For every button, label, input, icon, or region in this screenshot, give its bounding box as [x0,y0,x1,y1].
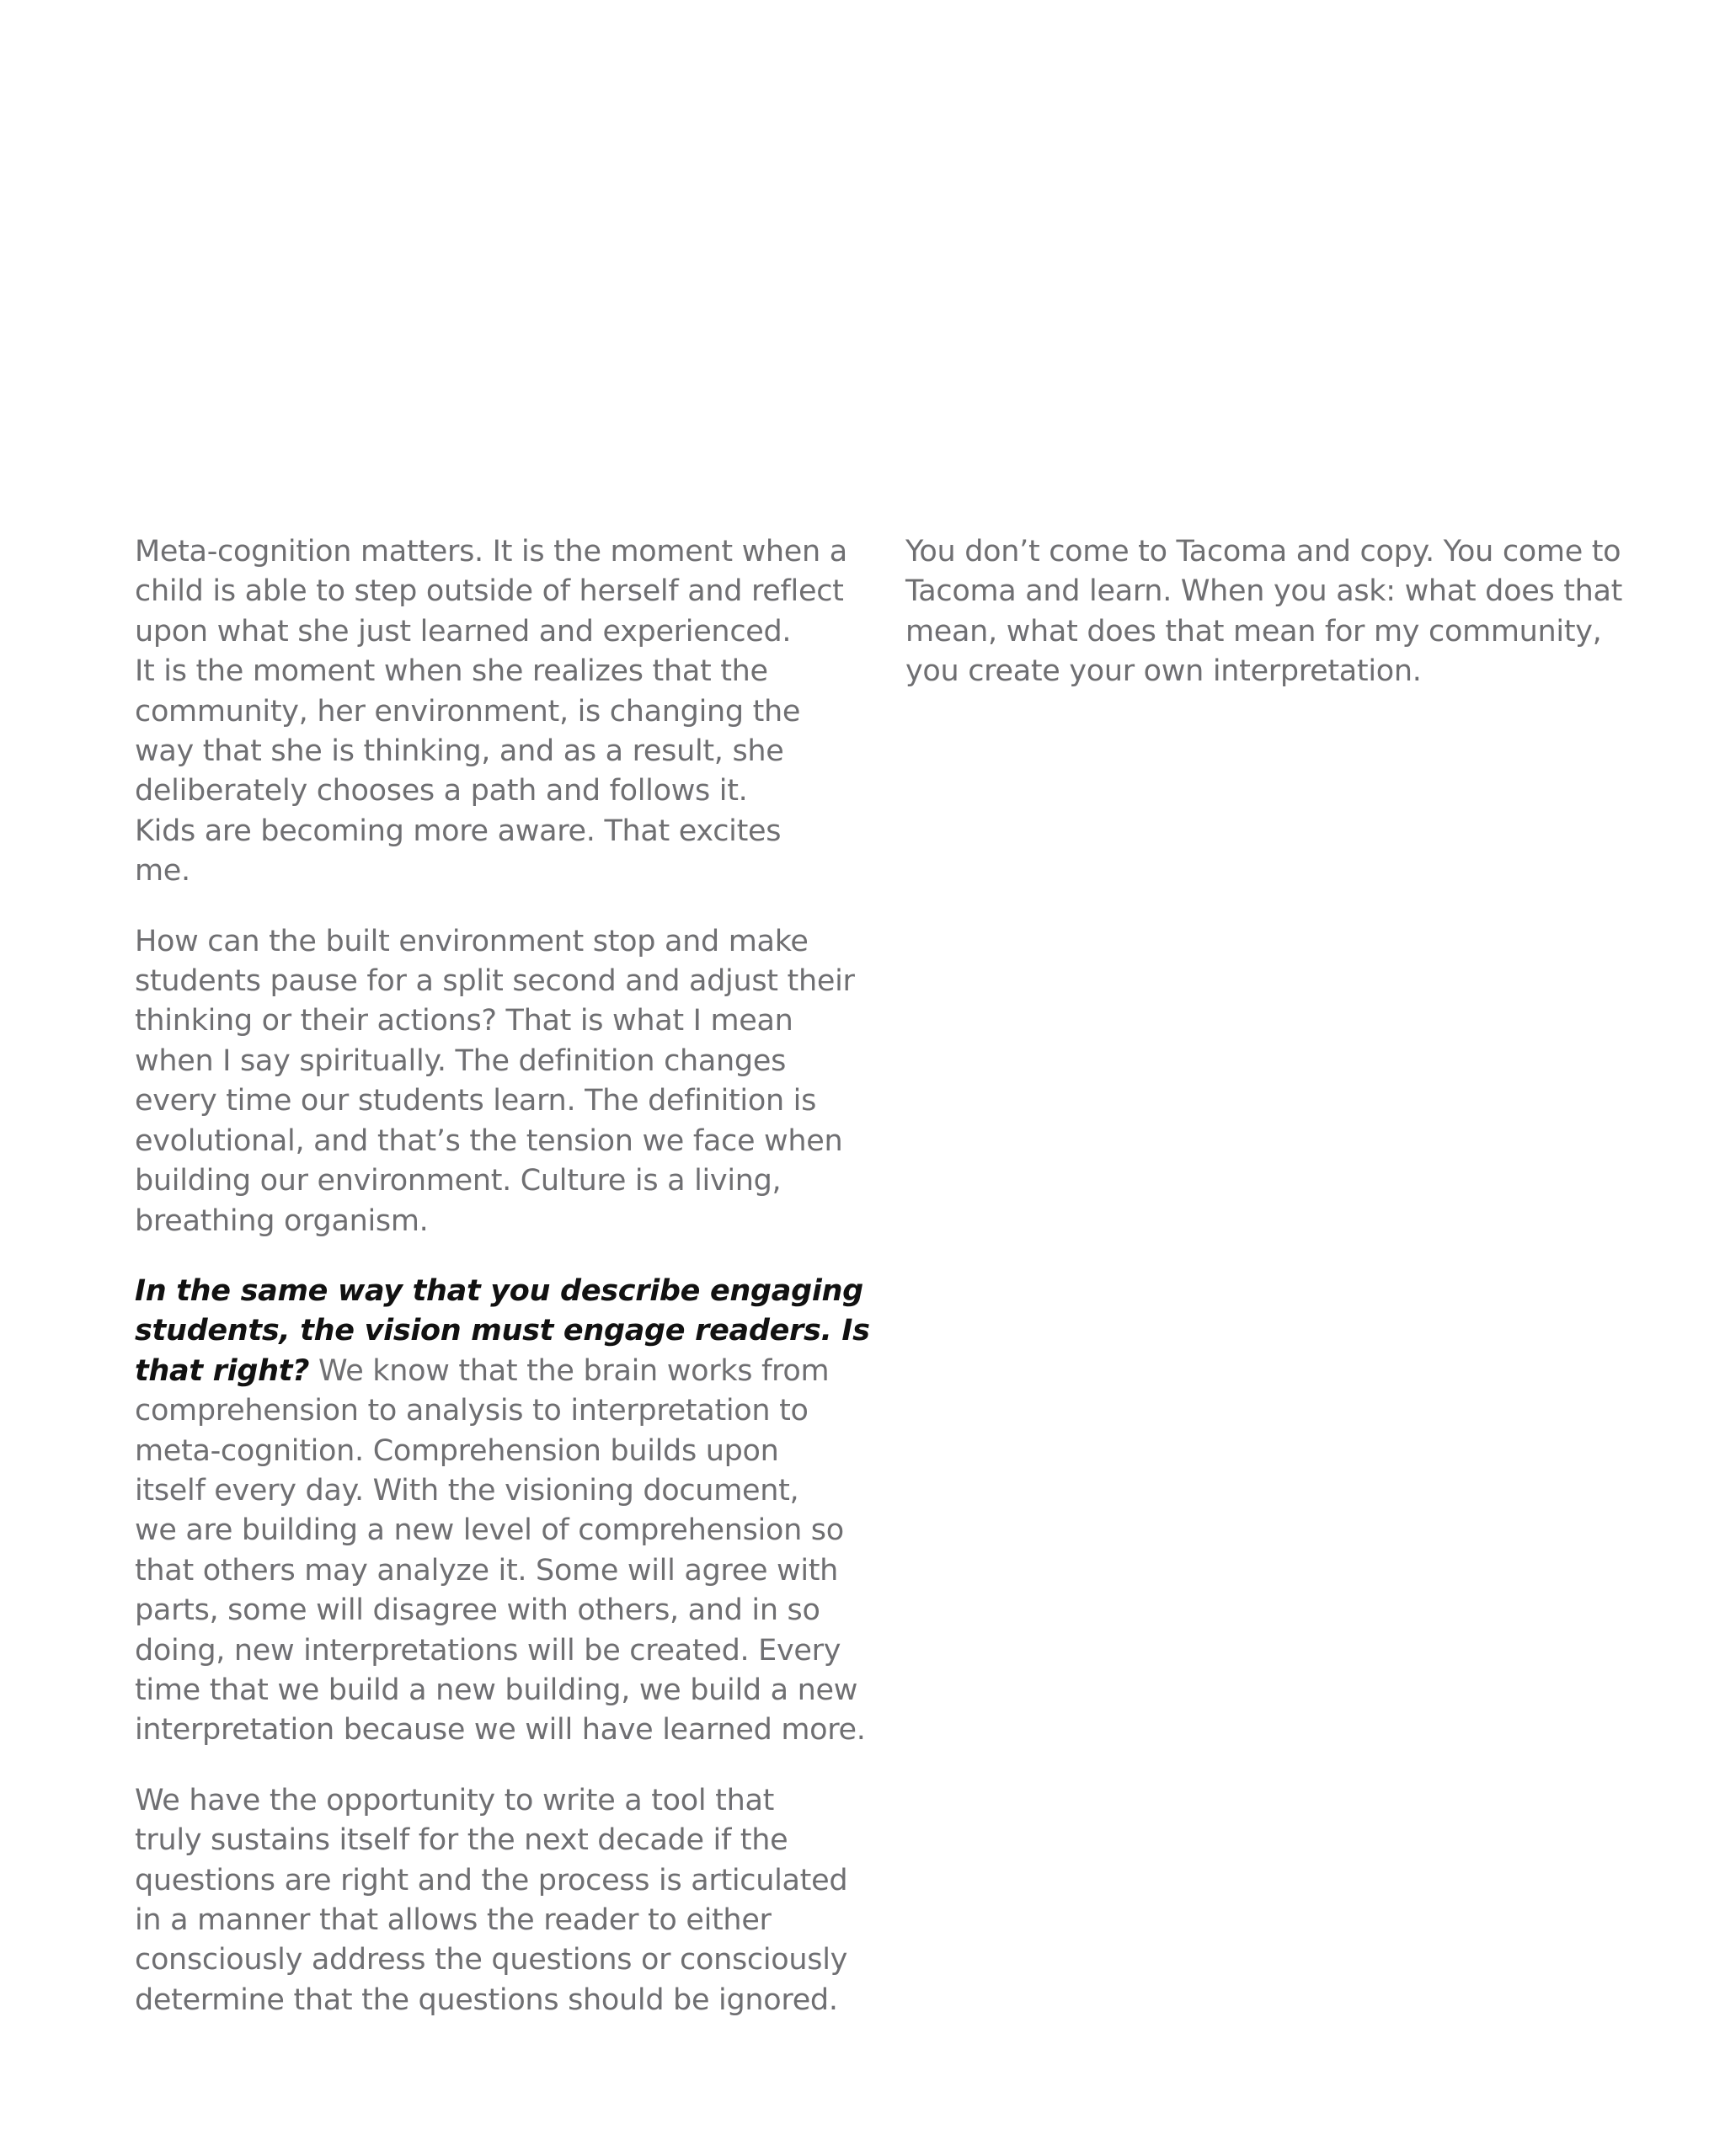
paragraph-opportunity [135,1781,893,2020]
text-line: Kids are becoming more aware. That excites [135,814,782,848]
text-line: we are building a new level of comprehension so [135,1513,844,1548]
text-line: Tacoma and learn. When you ask: what does that [905,574,1623,609]
answer-text: We know that the brain works from [309,1353,830,1388]
mixed-line [135,1352,893,1391]
question-line: In the same way that you describe engaging [135,1273,863,1308]
text-line: that others may analyze it. Some will agree with [135,1553,839,1588]
left-column [135,532,893,2051]
text-line: determine that the questions should be ignored. [135,1983,838,2017]
text-line: You don’t come to Tacoma and copy. You come to [905,535,1621,568]
text-line: breathing organism. [135,1203,429,1238]
paragraph-built-environment [135,922,893,1241]
text-line: me. [135,854,190,889]
text-line: truly sustains itself for the next decade if the [135,1823,788,1858]
question-text: that right? [135,1353,310,1388]
paragraph-meta-cognition [135,532,893,892]
paragraph-tacoma [905,532,1664,692]
text-line: every time our students learn. The definition is [135,1084,817,1118]
text-line: when I say spiritually. The definition changes [135,1043,787,1078]
text-line: We have the opportunity to write a tool that [135,1783,775,1817]
text-line: child is able to step outside of herself and reflect [135,574,844,609]
right-column [905,532,1664,723]
text-line: you create your own interpretation. [905,654,1422,689]
text-line: students pause for a split second and adjust their [135,964,855,999]
text-line: Meta-cognition matters. It is the moment when a [135,535,847,568]
text-line: in a manner that allows the reader to either [135,1903,772,1937]
text-line: interpretation because we will have learned more. [135,1713,866,1748]
text-line: upon what she just learned and experienced. [135,614,792,648]
text-line: building our environment. Culture is a living, [135,1164,782,1198]
text-line: parts, some will disagree with others, and in so [135,1593,820,1628]
text-line: It is the moment when she realizes that the [135,654,768,689]
text-line: way that she is thinking, and as a result, she [135,734,784,769]
text-line: consciously address the questions or consciously [135,1943,848,1977]
text-line: deliberately chooses a path and follows it. [135,774,748,808]
text-line: itself every day. With the visioning document, [135,1473,799,1508]
text-line: time that we build a new building, we build a new [135,1673,858,1707]
text-line: questions are right and the process is articulated [135,1863,848,1897]
text-line: doing, new interpretations will be created. Every [135,1633,841,1668]
text-line: thinking or their actions? That is what I mean [135,1004,793,1038]
text-line: comprehension to analysis to interpretation to [135,1394,809,1428]
text-line: meta-cognition. Comprehension builds upon [135,1433,779,1468]
question-line: students, the vision must engage readers. Is [135,1314,870,1348]
text-line: evolutional, and that’s the tension we face when [135,1123,843,1158]
text-line: mean, what does that mean for my community, [905,614,1602,648]
text-line: How can the built environment stop and make [135,924,809,958]
text-line: community, her environment, is changing the [135,694,801,728]
paragraph-interview-question [135,1272,893,1751]
